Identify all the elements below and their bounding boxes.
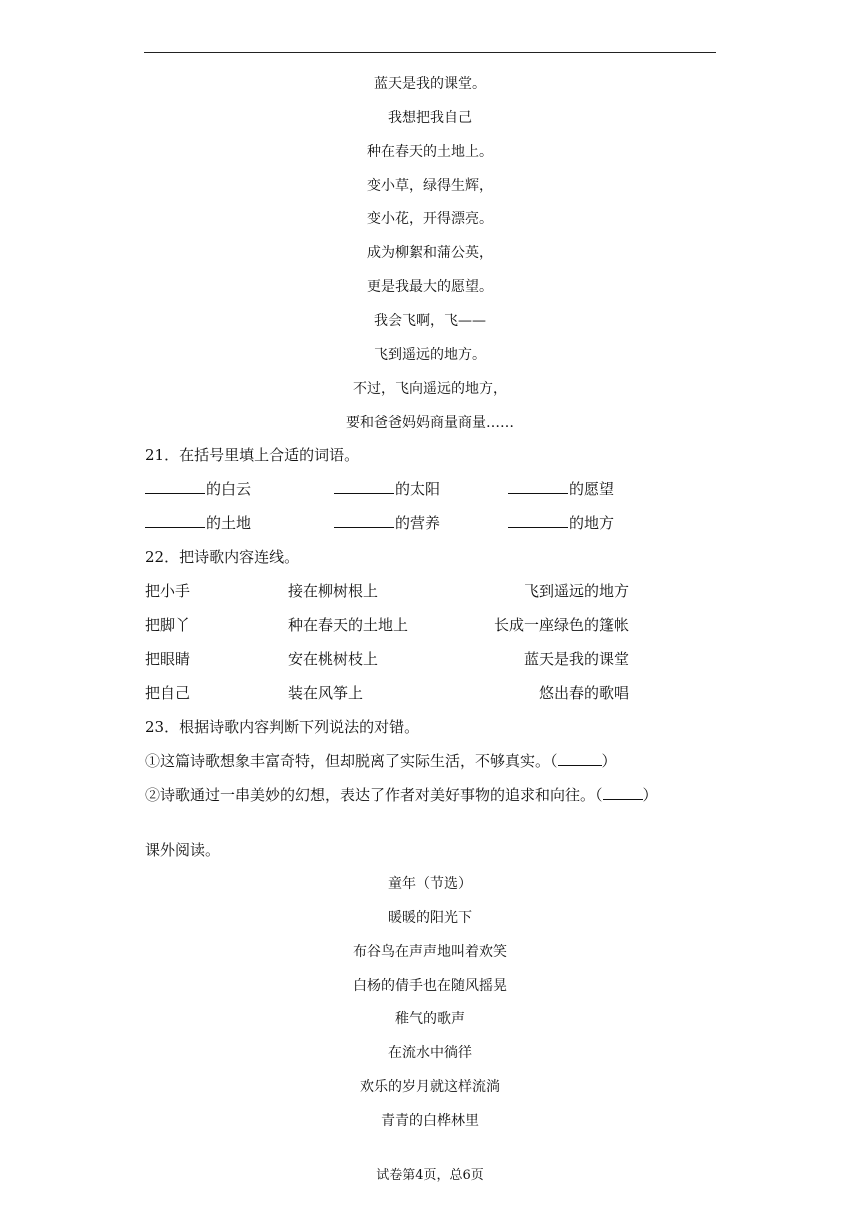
poem-line: 飞到遥远的地方。 (374, 347, 486, 363)
match-middle-item[interactable]: 安在桃树枝上 (288, 650, 379, 668)
poem-line: 蓝天是我的课堂。 (374, 76, 486, 92)
poem-line: 变小花，开得漂亮。 (367, 211, 493, 227)
poem-line: 变小草，绿得生辉， (367, 178, 493, 194)
fill-blank-item[interactable]: 的太阳 (334, 478, 440, 499)
fill-blank-item[interactable]: 的愿望 (508, 478, 614, 499)
answer-blank[interactable] (334, 513, 394, 528)
judge-answer-blank[interactable] (558, 753, 602, 766)
match-right-item[interactable]: 悠出春的歌唱 (538, 684, 629, 702)
match-left-item[interactable]: 把脚丫 (145, 616, 191, 634)
answer-blank[interactable] (508, 513, 568, 528)
poem-line: 成为柳絮和蒲公英， (367, 245, 493, 261)
judge-statement-1: ①这篇诗歌想象丰富奇特，但却脱离了实际生活，不够真实。（ ） (145, 752, 617, 770)
poem-line: 欢乐的岁月就这样流淌 (360, 1079, 500, 1095)
match-right-item[interactable]: 长成一座绿色的篷帐 (493, 616, 629, 634)
poem-line: 不过，飞向遥远的地方， (353, 381, 507, 397)
judge-statement-2: ②诗歌通过一串美妙的幻想，表达了作者对美好事物的追求和向往。（ ） (145, 786, 658, 804)
fill-blank-item[interactable]: 的营养 (334, 512, 440, 533)
poem-line: 种在春天的土地上。 (367, 144, 493, 160)
fill-blank-item[interactable]: 的土地 (145, 512, 251, 533)
poem-line: 暖暖的阳光下 (388, 910, 472, 926)
judge-answer-blank[interactable] (603, 787, 643, 800)
poem-line: 我想把我自己 (388, 110, 472, 126)
question-23-title: 23．根据诗歌内容判断下列说法的对错。 (145, 718, 420, 736)
poem-line: 我会飞啊，飞—— (374, 313, 486, 329)
match-left-item[interactable]: 把小手 (145, 582, 191, 600)
poem-title: 童年（节选） (388, 876, 472, 892)
answer-blank[interactable] (145, 513, 205, 528)
answer-blank[interactable] (334, 479, 394, 494)
poem-line: 青青的白桦林里 (381, 1113, 479, 1129)
match-middle-item[interactable]: 装在风筝上 (288, 684, 364, 702)
poem-line: 要和爸爸妈妈商量商量…… (346, 415, 514, 431)
poem-line: 更是我最大的愿望。 (367, 279, 493, 295)
match-right-item[interactable]: 飞到遥远的地方 (523, 582, 629, 600)
match-left-item[interactable]: 把眼睛 (145, 650, 191, 668)
poem-line: 白杨的倩手也在随风摇晃 (353, 978, 507, 994)
question-22-title: 22．把诗歌内容连线。 (145, 548, 300, 566)
header-rule (144, 52, 716, 53)
fill-blank-item[interactable]: 的白云 (145, 478, 251, 499)
match-middle-item[interactable]: 接在柳树根上 (288, 582, 379, 600)
fill-blank-item[interactable]: 的地方 (508, 512, 614, 533)
poem-line: 稚气的歌声 (395, 1011, 465, 1027)
answer-blank[interactable] (508, 479, 568, 494)
question-21-title: 21．在括号里填上合适的词语。 (145, 446, 360, 464)
match-right-item[interactable]: 蓝天是我的课堂 (523, 650, 629, 668)
poem-line: 布谷鸟在声声地叫着欢笑 (353, 944, 507, 960)
match-left-item[interactable]: 把自己 (145, 684, 191, 702)
page-footer: 试卷第4页，总6页 (376, 1168, 484, 1183)
poem-line: 在流水中徜徉 (388, 1045, 472, 1061)
answer-blank[interactable] (145, 479, 205, 494)
match-middle-item[interactable]: 种在春天的土地上 (288, 616, 409, 634)
section-label: 课外阅读。 (145, 841, 221, 859)
